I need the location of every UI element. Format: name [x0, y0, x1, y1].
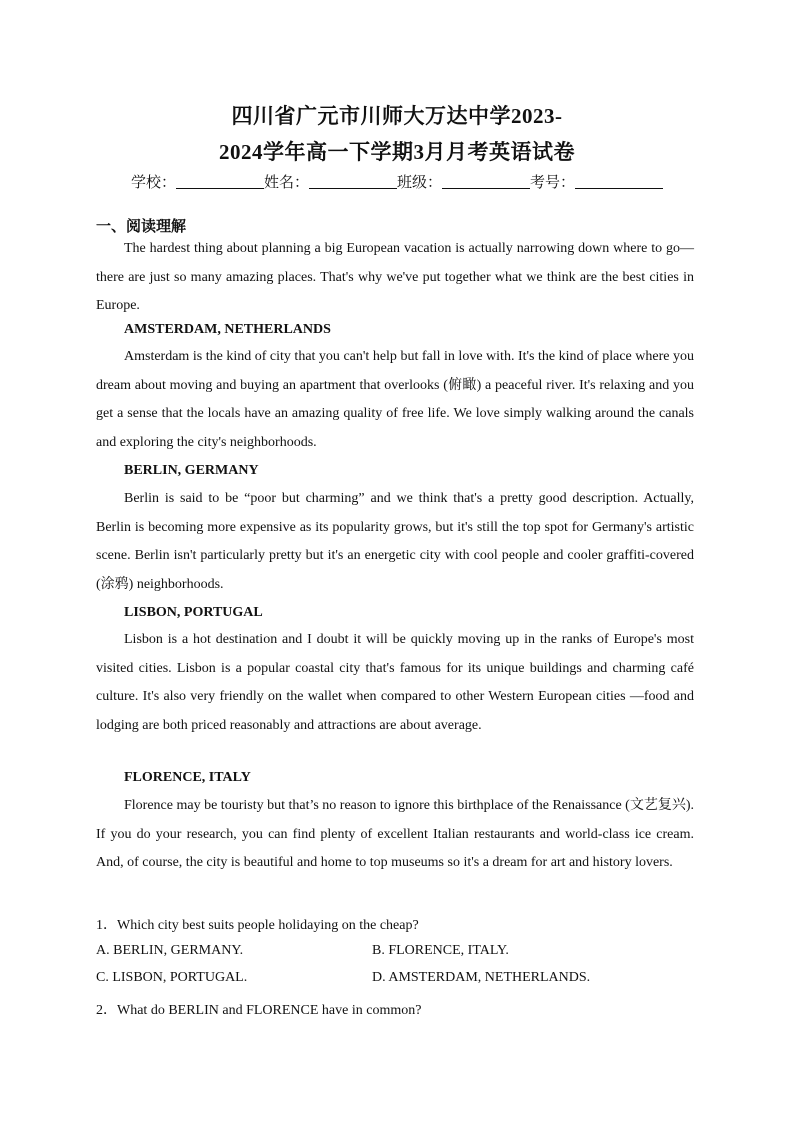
number-label: 考号： — [530, 175, 576, 191]
passage-intro: The hardest thing about planning a big European vacation is actually narrowing down where to go—there are just so many amazing places. That's why we've put together what we think are the best cities in Europe. — [96, 241, 694, 313]
school-blank[interactable] — [176, 174, 264, 189]
city-heading-florence: FLORENCE, ITALY — [124, 770, 251, 785]
city-text-berlin: Berlin is said to be “poor but charming” and we think that's a pretty good description. Actually, Berlin is becoming more expensive as its popularity grows, but it's still the top spot for Germany's artistic scene. Berlin isn't particularly pretty but it's an energetic city with cool people and cooler graffiti-covered (涂鸦) neighborhoods. — [96, 491, 694, 592]
option-1a[interactable]: A. BERLIN, GERMANY. — [96, 943, 244, 958]
city-text-florence: Florence may be touristy but that’s no reason to ignore this birthplace of the Renaissance (文艺复兴). If you do your research, you can find plenty of excellent Italian restaurants and world-class ice cream. And, of course, the city is beautiful and home to top museums so it's a dream for art and history lovers. — [96, 798, 694, 870]
class-blank[interactable] — [442, 174, 530, 189]
city-text-amsterdam: Amsterdam is the kind of city that you can't help but fall in love with. It's the kind of place where you dream about moving and buying an apartment that overlooks (俯瞰) a peaceful river. It's relaxing and you get a sense that the locals have an amazing quality of free life. We love simply walking around the canals and exploring the city's neighborhoods. — [96, 349, 694, 450]
student-info-line — [0, 171, 794, 192]
exam-title-line2: 2024学年高一下学期3月月考英语试卷 — [219, 140, 575, 164]
class-label: 班级： — [397, 175, 443, 191]
city-text-lisbon: Lisbon is a hot destination and I doubt it will be quickly moving up in the ranks of Europe's most visited cities. Lisbon is a popular coastal city that's famous for its unique buildings and charming café culture. It's also very friendly on the wallet when compared to other Western European cities —food and lodging are both priced reasonably and attractions are about average. — [96, 632, 694, 733]
exam-title-line1: 四川省广元市川师大万达中学2023- — [231, 104, 563, 128]
question-1: 1．Which city best suits people holidaying on the cheap? — [96, 918, 419, 933]
section-title: 一、阅读理解 — [96, 219, 187, 235]
school-label: 学校： — [130, 175, 176, 191]
city-heading-berlin: BERLIN, GERMANY — [124, 463, 259, 478]
name-label: 姓名： — [263, 175, 309, 191]
option-1d[interactable]: D. AMSTERDAM, NETHERLANDS. — [372, 970, 591, 985]
number-blank[interactable] — [575, 174, 663, 189]
city-heading-lisbon: LISBON, PORTUGAL — [124, 605, 263, 620]
option-1c[interactable]: C. LISBON, PORTUGAL. — [96, 970, 248, 985]
option-1b[interactable]: B. FLORENCE, ITALY. — [372, 943, 509, 958]
name-blank[interactable] — [309, 174, 397, 189]
question-2: 2．What do BERLIN and FLORENCE have in common? — [96, 1003, 422, 1018]
city-heading-amsterdam: AMSTERDAM, NETHERLANDS — [124, 322, 331, 337]
